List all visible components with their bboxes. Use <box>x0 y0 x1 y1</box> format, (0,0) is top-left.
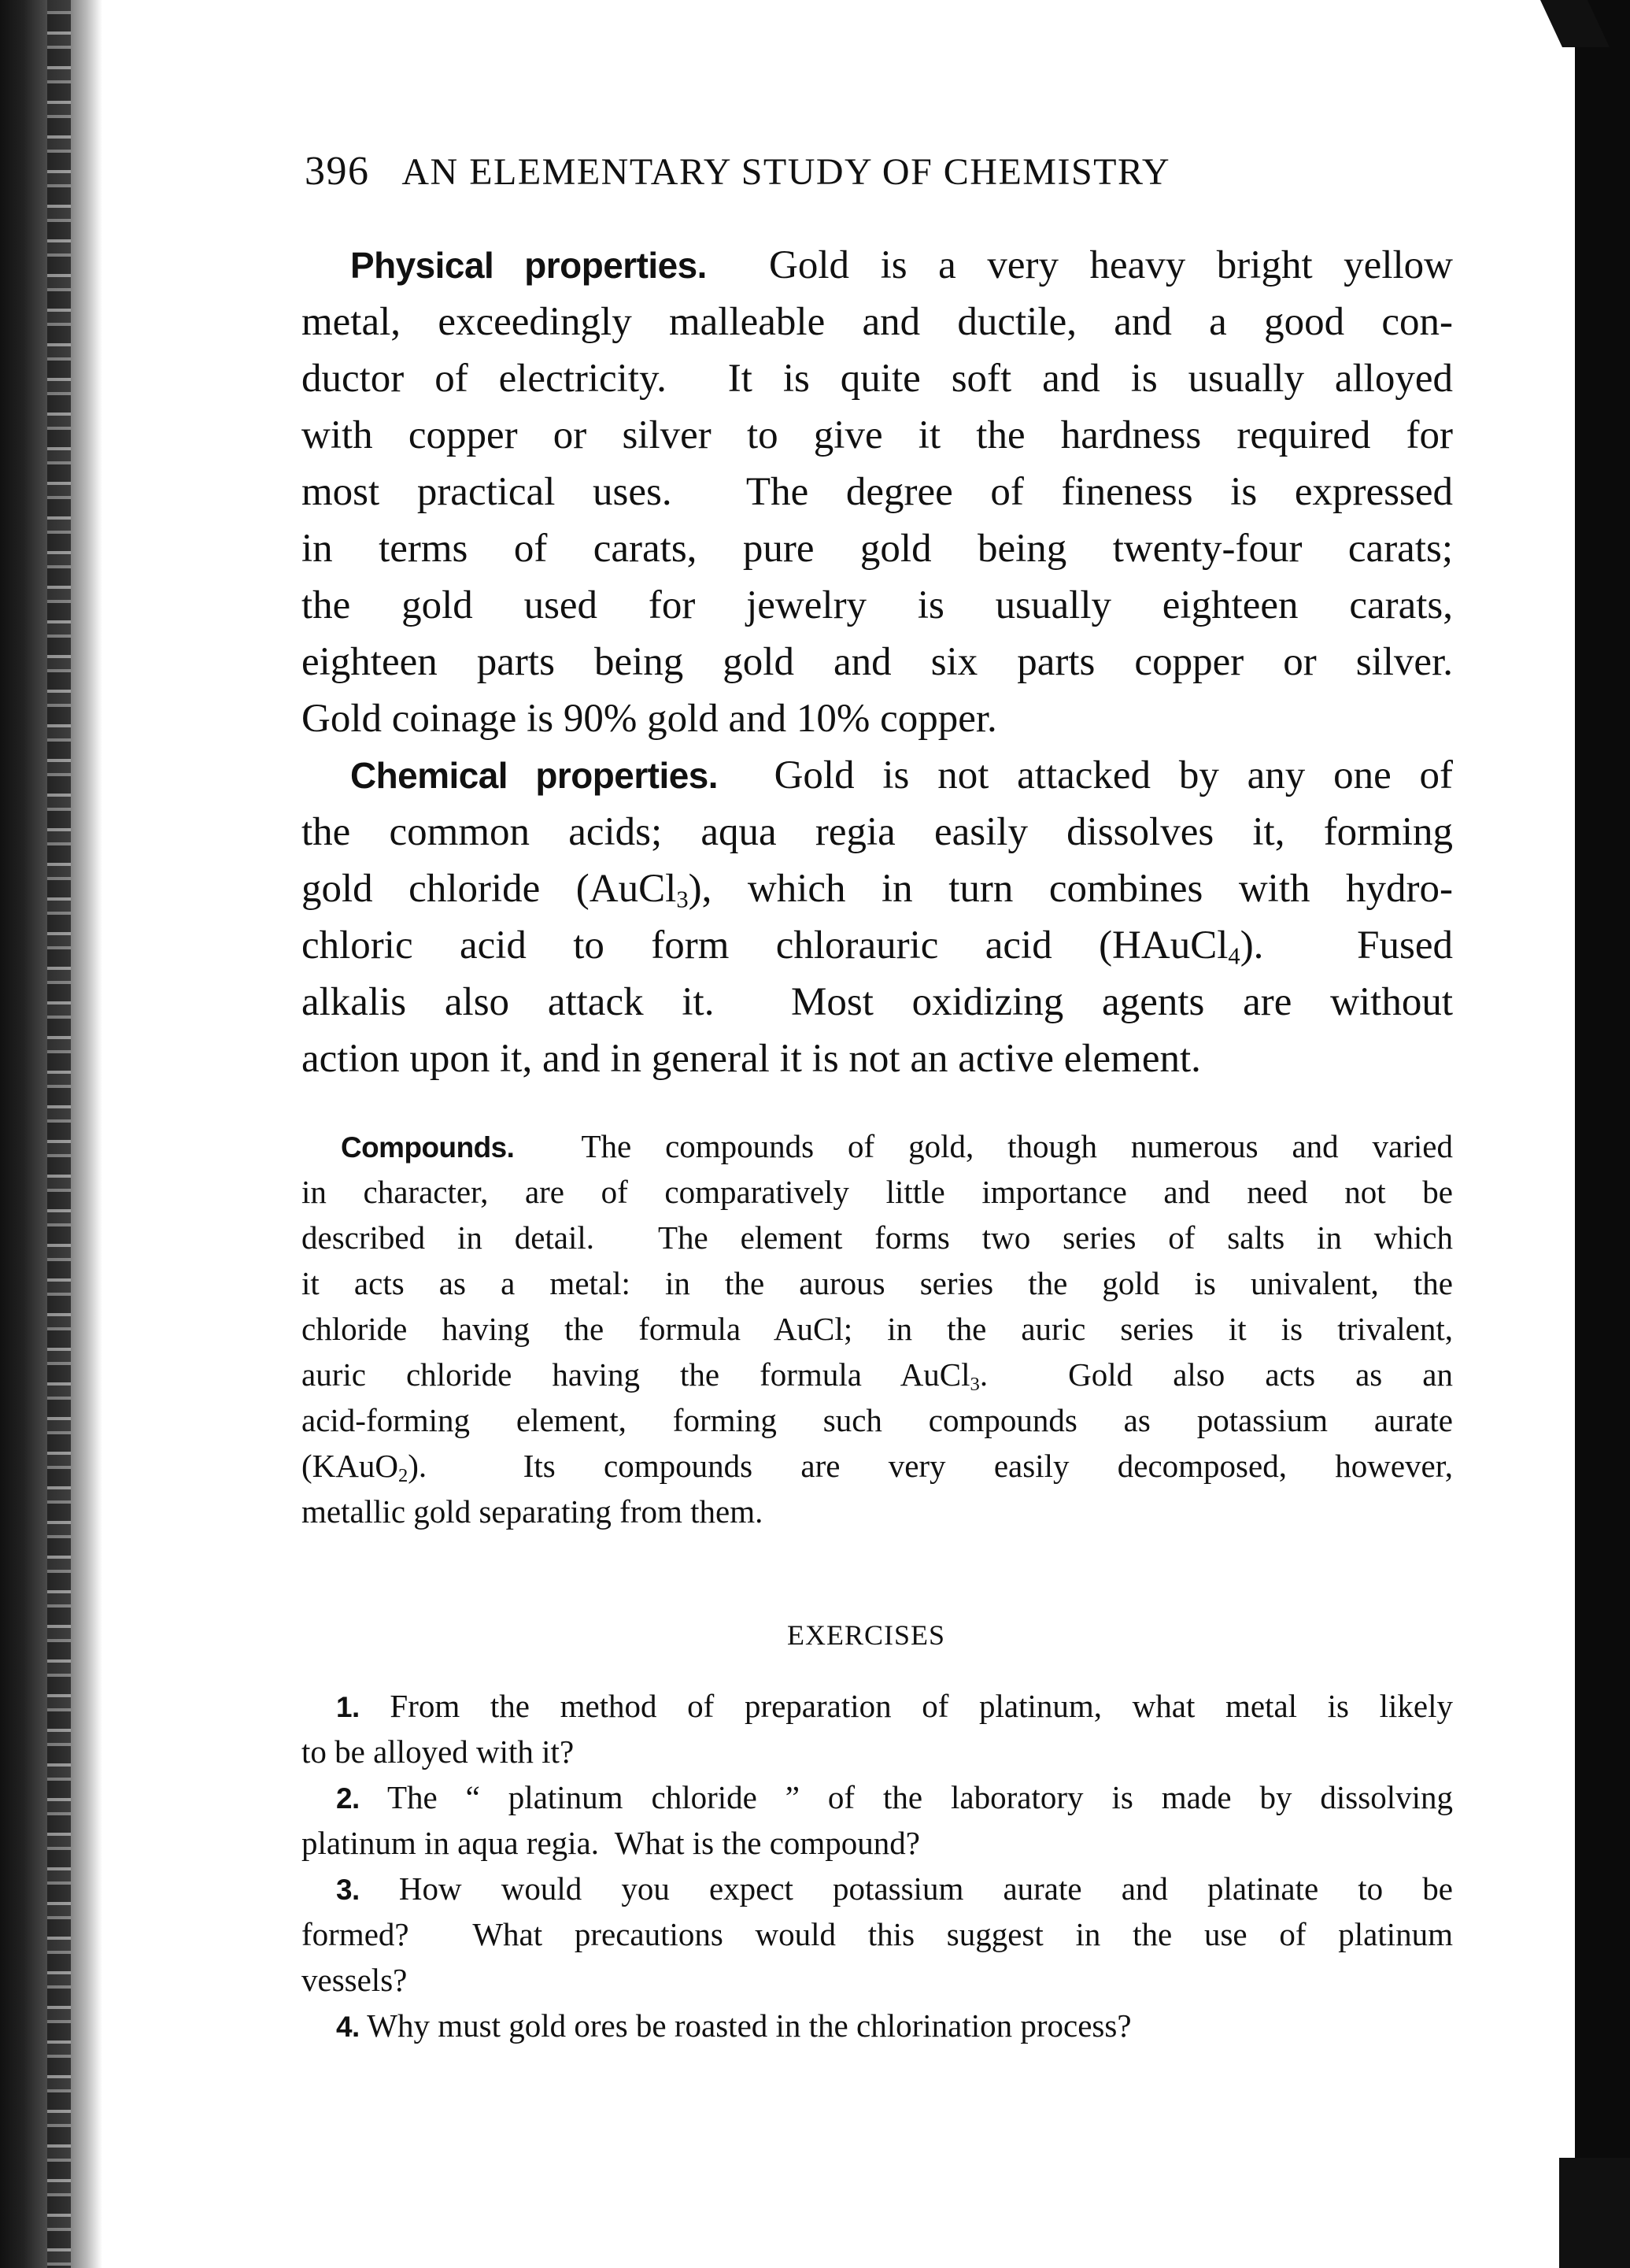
text-line <box>301 1911 1453 1957</box>
text-run: ), which in turn combines with hydro- <box>688 867 1454 911</box>
text-run: formed? What precautions would this suggest in the use of platinum <box>301 1916 1453 1952</box>
text-run: described in detail. The element forms two series of salts in which <box>301 1219 1453 1256</box>
text-run: in terms of carats, pure gold being twenty-four carats; <box>301 527 1453 571</box>
text-line <box>301 464 1453 520</box>
running-header <box>305 148 1170 194</box>
text-run: gold chloride (AuCl <box>301 867 677 911</box>
text-run: platinum in aqua regia. What is the compound? <box>301 1825 921 1861</box>
subscript: 3 <box>676 886 689 913</box>
text-line <box>336 1866 1453 1911</box>
text-run: with copper or silver to give it the hardness required for <box>301 413 1453 457</box>
text-run: (KAuO <box>301 1448 398 1484</box>
scan-edge-right <box>1575 0 1630 2173</box>
text-run: metal, exceedingly malleable and ductile, and a good con- <box>301 300 1453 344</box>
text-run: to be alloyed with it? <box>301 1733 575 1770</box>
text-run: chloric acid to form chlorauric acid (HAuCl <box>301 923 1229 968</box>
text-line <box>301 350 1453 407</box>
text-line <box>301 1729 1453 1774</box>
text-run: action upon it, and in general it is not an active element. <box>301 1037 1201 1081</box>
text-line <box>301 1260 1453 1306</box>
text-line <box>301 690 1453 747</box>
run-in-heading: Chemical properties. <box>350 755 718 796</box>
subscript: 3 <box>970 1374 980 1396</box>
text-run: metallic gold separating from them. <box>301 1493 763 1530</box>
run-in-heading: 4. <box>336 2011 360 2043</box>
text-run: Gold coinage is 90% gold and 10% copper. <box>301 697 997 741</box>
text-run: From the method of preparation of platinum, what metal is likely <box>359 1688 1453 1724</box>
text-line <box>301 974 1453 1030</box>
text-run: vessels? <box>301 1962 408 1998</box>
run-in-heading: Compounds. <box>341 1131 515 1164</box>
text-run: . Gold also acts as an <box>979 1356 1453 1393</box>
page-number: 396 <box>305 149 370 194</box>
text-line <box>350 747 1453 804</box>
text-run: eighteen parts being gold and six parts copper or silver. <box>301 640 1453 684</box>
text-run: in character, are of comparatively little importance and need not be <box>301 1174 1453 1210</box>
text-run: ). Its compounds are very easily decomposed, however, <box>408 1448 1453 1484</box>
text-line <box>301 1030 1453 1087</box>
text-line <box>301 1443 1453 1489</box>
text-run: acid-forming element, forming such compounds as potassium aurate <box>301 1402 1453 1438</box>
text-line <box>301 860 1453 917</box>
exercises-heading: EXERCISES <box>787 1619 946 1651</box>
scan-binding-shadow <box>47 0 71 2268</box>
text-run: How would you expect potassium aurate and platinate to be <box>359 1870 1453 1907</box>
text-run: The “ platinum chloride ” of the laboratory is made by dissolving <box>359 1779 1453 1815</box>
text-run: chloride having the formula AuCl; in the auric series it is trivalent, <box>301 1311 1453 1347</box>
text-run: auric chloride having the formula AuCl <box>301 1356 970 1393</box>
text-line <box>350 237 1453 294</box>
text-run: the common acids; aqua regia easily dissolves it, forming <box>301 810 1453 854</box>
text-line <box>301 294 1453 350</box>
text-run: the gold used for jewelry is usually eighteen carats, <box>301 583 1453 627</box>
text-line <box>301 1820 1453 1866</box>
text-line <box>301 1215 1453 1260</box>
text-line <box>301 1306 1453 1352</box>
text-line <box>336 1683 1453 1729</box>
text-line <box>301 577 1453 634</box>
text-run: Why must gold ores be roasted in the chlorination process? <box>359 2007 1132 2044</box>
text-line <box>336 2003 1453 2048</box>
subscript: 2 <box>397 1465 408 1487</box>
text-run: ductor of electricity. It is quite soft and is usually alloyed <box>301 357 1453 401</box>
text-line <box>301 1352 1453 1397</box>
text-run: most practical uses. The degree of fineness is expressed <box>301 470 1453 514</box>
text-run: Gold is a very heavy bright yellow <box>706 243 1453 287</box>
scan-corner-bottom <box>1559 2158 1630 2268</box>
text-line <box>341 1123 1453 1169</box>
run-in-heading: 1. <box>336 1691 360 1723</box>
text-line <box>301 804 1453 860</box>
text-run: alkalis also attack it. Most oxidizing agents are without <box>301 980 1453 1024</box>
text-line <box>301 407 1453 464</box>
run-in-heading: Physical properties. <box>350 245 707 286</box>
text-run: The compounds of gold, though numerous and varied <box>514 1128 1453 1164</box>
text-line <box>301 1957 1453 2003</box>
run-in-heading: 2. <box>336 1782 360 1815</box>
text-line <box>301 1489 1453 1534</box>
text-line <box>301 917 1453 974</box>
text-run: it acts as a metal: in the aurous series the gold is univalent, the <box>301 1265 1453 1301</box>
text-line <box>301 634 1453 690</box>
text-line <box>336 1774 1453 1820</box>
text-run: ). Fused <box>1240 923 1453 968</box>
run-in-heading: 3. <box>336 1874 360 1906</box>
running-title: AN ELEMENTARY STUDY OF CHEMISTRY <box>401 151 1170 193</box>
text-run: Gold is not attacked by any one of <box>718 753 1453 797</box>
text-line <box>301 1169 1453 1215</box>
text-line <box>301 520 1453 577</box>
text-line <box>301 1397 1453 1443</box>
subscript: 4 <box>1228 942 1240 970</box>
